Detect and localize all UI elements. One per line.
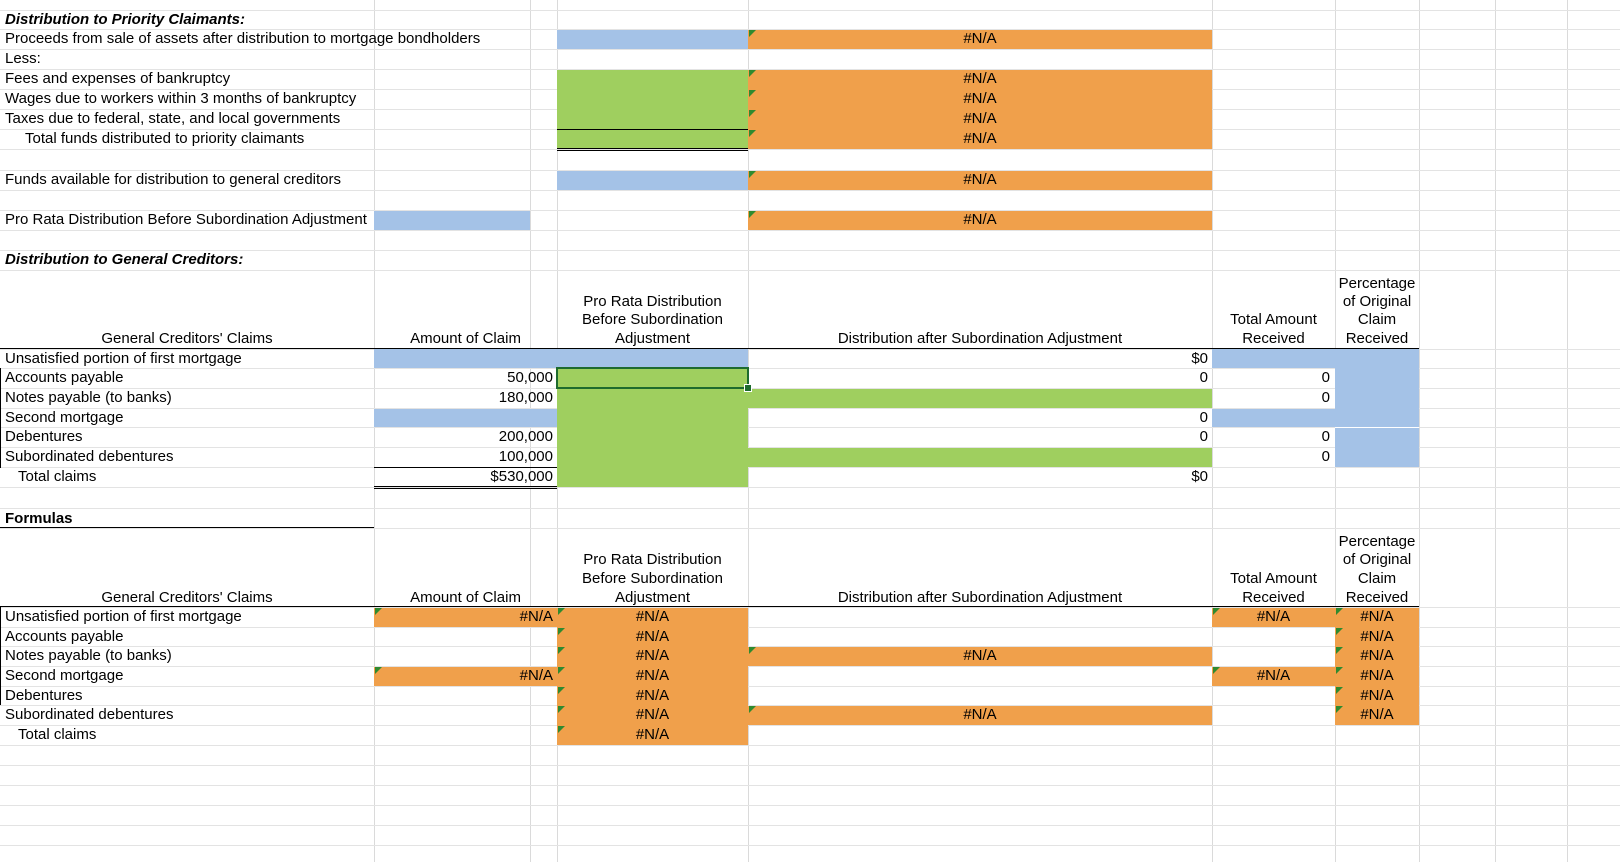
subordinated-distribution-cell[interactable] <box>748 448 1212 467</box>
na-value: #N/A <box>519 608 553 625</box>
wages-label: Wages due to workers within 3 months of bankruptcy <box>5 90 357 107</box>
total-received-value: 0 <box>1321 448 1330 465</box>
col-header-total: Total Amount <box>1230 311 1317 328</box>
col-header-prorata: Before Subordination <box>582 570 723 587</box>
gridline <box>0 765 1620 766</box>
col-header-total: Received <box>1242 330 1305 347</box>
first-mortgage-input-cells[interactable] <box>374 349 748 368</box>
gridline <box>0 230 1620 231</box>
na-value: #N/A <box>1360 706 1394 723</box>
na-value: #N/A <box>635 706 670 723</box>
less-label: Less: <box>5 50 41 67</box>
na-value: #N/A <box>963 211 997 228</box>
row-label: Debentures <box>5 687 83 704</box>
na-value: #N/A <box>635 647 670 664</box>
funds-available-input-cell[interactable] <box>557 171 748 190</box>
gridline <box>0 845 1620 846</box>
notes-payable-distribution-cell[interactable] <box>748 389 1212 408</box>
header-underline <box>0 606 1419 607</box>
gridline <box>0 805 1620 806</box>
priority-expenses-input-cells[interactable] <box>557 70 748 149</box>
distribution-value: 0 <box>1199 428 1208 445</box>
row-label: Accounts payable <box>5 628 124 645</box>
na-value: #N/A <box>519 667 553 684</box>
row-label: Notes payable (to banks) <box>5 389 172 406</box>
gridline <box>0 725 1620 726</box>
na-value: #N/A <box>1360 608 1394 625</box>
row-label: Subordinated debentures <box>5 706 174 723</box>
sum-border <box>557 129 748 130</box>
col-header-distribution: Distribution after Subordination Adjustment <box>837 330 1123 347</box>
na-value: #N/A <box>963 30 997 47</box>
row-label: Notes payable (to banks) <box>5 647 172 664</box>
col-header-prorata: Pro Rata Distribution <box>583 293 722 310</box>
second-mortgage-amount-cell[interactable] <box>374 409 557 427</box>
gridline <box>0 270 1620 271</box>
col-header-total: Total Amount <box>1230 570 1317 587</box>
sum-border <box>557 148 748 149</box>
percentage-input-cells[interactable] <box>1335 349 1419 467</box>
na-value: #N/A <box>963 706 997 723</box>
col-header-percentage: Percentage <box>1338 533 1416 550</box>
na-value: #N/A <box>635 608 670 625</box>
distribution-value: 0 <box>1199 409 1208 426</box>
sum-border <box>374 488 557 489</box>
col-header-percentage: of Original <box>1342 293 1412 310</box>
col-header-amount: Amount of Claim <box>410 330 521 347</box>
na-value: #N/A <box>1256 608 1291 625</box>
row-label: Debentures <box>5 428 83 445</box>
na-value: #N/A <box>1360 667 1394 684</box>
gridline <box>0 149 1620 150</box>
fees-label: Fees and expenses of bankruptcy <box>5 70 231 87</box>
sum-border <box>374 486 557 487</box>
col-header-percentage: of Original <box>1342 551 1412 568</box>
row-label: Accounts payable <box>5 369 124 386</box>
funds-available-label: Funds available for distribution to general creditors <box>5 171 342 188</box>
na-value: #N/A <box>1360 628 1394 645</box>
gridline <box>0 508 1620 509</box>
distribution-value: 0 <box>1199 369 1208 386</box>
col-header-claims: General Creditors' Claims <box>101 589 273 606</box>
na-value: #N/A <box>963 110 997 127</box>
gridline <box>0 745 1620 746</box>
na-value: #N/A <box>635 667 670 684</box>
priority-heading: Distribution to Priority Claimants: <box>5 11 246 28</box>
na-value: #N/A <box>635 628 670 645</box>
pro-rata-input-cell[interactable] <box>374 211 530 230</box>
col-header-percentage: Claim <box>1357 570 1397 587</box>
col-header-prorata: Adjustment <box>614 589 691 606</box>
row-label: Unsatisfied portion of first mortgage <box>5 350 242 367</box>
na-value: #N/A <box>1360 647 1394 664</box>
row-label: Total claims <box>18 468 97 485</box>
distribution-value: $0 <box>1191 350 1208 367</box>
na-value: #N/A <box>1256 667 1291 684</box>
col-header-percentage: Received <box>1345 330 1409 347</box>
col-header-prorata: Before Subordination <box>582 311 723 328</box>
col-header-percentage: Percentage <box>1338 275 1416 292</box>
na-value: #N/A <box>963 130 997 147</box>
row-label: Subordinated debentures <box>5 448 174 465</box>
na-value: #N/A <box>963 90 997 107</box>
col-header-prorata: Adjustment <box>614 330 691 347</box>
second-mortgage-total-cell[interactable] <box>1212 409 1335 427</box>
row-label: Unsatisfied portion of first mortgage <box>5 608 242 625</box>
amount-value: 200,000 <box>498 428 553 445</box>
col-header-prorata: Pro Rata Distribution <box>583 551 722 568</box>
gridline <box>0 825 1620 826</box>
distribution-value: $0 <box>1191 468 1208 485</box>
na-value: #N/A <box>1360 687 1394 704</box>
col-header-claims: General Creditors' Claims <box>101 330 273 347</box>
left-border <box>0 368 1 468</box>
col-header-percentage: Claim <box>1357 311 1397 328</box>
left-border <box>0 607 1 705</box>
total-priority-label: Total funds distributed to priority claimants <box>25 130 305 147</box>
total-received-value: 0 <box>1321 389 1330 406</box>
row-label: Second mortgage <box>5 409 124 426</box>
formulas-heading: Formulas <box>5 510 73 527</box>
na-value: #N/A <box>963 647 997 664</box>
amount-value: $530,000 <box>490 468 553 485</box>
amount-value: 100,000 <box>498 448 553 465</box>
proceeds-label: Proceeds from sale of assets after distribution to mortgage bondholders <box>5 30 481 47</box>
amount-value: 50,000 <box>507 369 553 386</box>
total-received-value: 0 <box>1321 369 1330 386</box>
row-label: Second mortgage <box>5 667 124 684</box>
na-value: #N/A <box>635 687 670 704</box>
na-value: #N/A <box>963 70 997 87</box>
gridline <box>0 487 1620 488</box>
amount-value: 180,000 <box>498 389 553 406</box>
gridline <box>0 49 1620 50</box>
na-value: #N/A <box>963 171 997 188</box>
gridline <box>0 190 1620 191</box>
col-header-distribution: Distribution after Subordination Adjustment <box>837 589 1123 606</box>
na-value: #N/A <box>635 726 670 743</box>
formulas-heading-underline <box>0 527 374 528</box>
gridline <box>0 528 1620 529</box>
gridline <box>1335 427 1419 428</box>
first-mortgage-total-cell[interactable] <box>1212 349 1335 368</box>
taxes-label: Taxes due to federal, state, and local governments <box>5 110 341 127</box>
pro-rata-label: Pro Rata Distribution Before Subordination Adjustment <box>5 211 367 228</box>
active-cell-selection[interactable] <box>556 367 749 389</box>
col-header-amount: Amount of Claim <box>410 589 521 606</box>
col-header-percentage: Received <box>1345 589 1409 606</box>
col-header-total: Received <box>1242 589 1305 606</box>
gridline <box>0 785 1620 786</box>
row-label: Total claims <box>18 726 97 743</box>
sum-border <box>557 150 748 151</box>
total-received-value: 0 <box>1321 428 1330 445</box>
general-heading: Distribution to General Creditors: <box>5 251 244 268</box>
proceeds-input-cell[interactable] <box>557 30 748 49</box>
